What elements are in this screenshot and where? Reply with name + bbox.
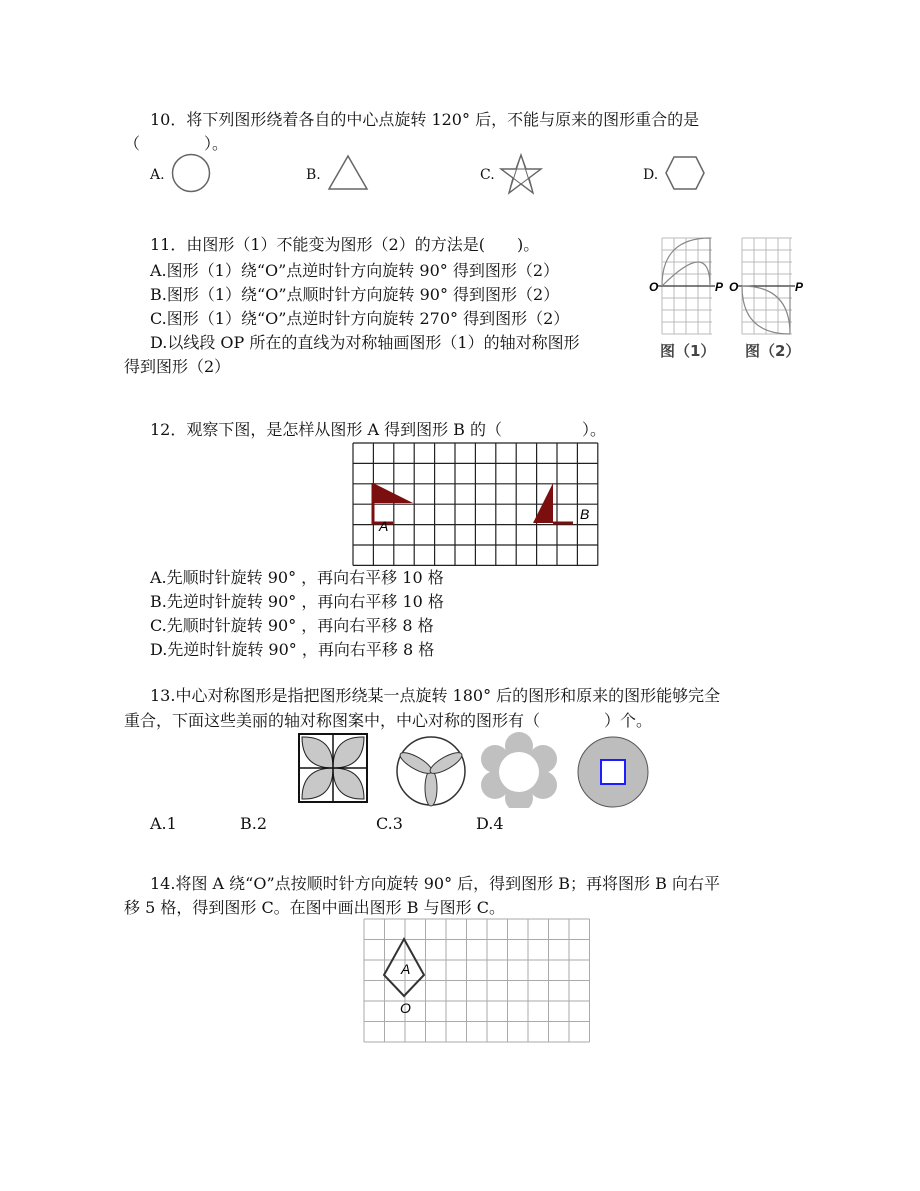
- q11-label-o2: O: [729, 280, 739, 294]
- q11-label-p2: P: [795, 280, 804, 294]
- q13-option-a: A.1: [150, 814, 177, 833]
- hexagon-icon: [664, 155, 706, 191]
- q13-option-b: B.2: [240, 814, 268, 833]
- q10-option-a-label: A.: [150, 167, 165, 183]
- q11-option-b: B.图形（1）绕“O”点顺时针方向旋转 90° 得到图形（2）: [150, 285, 560, 304]
- q13-option-d: D.4: [476, 814, 504, 833]
- q11-figure: [645, 230, 815, 365]
- q14-line2: 移 5 格，得到图形 C。在图中画出图形 B 与图形 C。: [124, 898, 505, 917]
- circle-icon: [170, 152, 212, 194]
- q10-paren: （ ）。: [124, 134, 229, 153]
- q13-line2: 重合，下面这些美丽的轴对称图案中，中心对称的图形有（ ）个。: [124, 711, 653, 730]
- q11-caption-1: 图（1）: [660, 342, 716, 360]
- q12-option-b: B.先逆时针旋转 90° ，再向右平移 10 格: [150, 592, 444, 611]
- q10-option-b-label: B.: [306, 167, 321, 183]
- q11-stem: 11．由图形（1）不能变为图形（2）的方法是( )。: [150, 235, 540, 254]
- q12-option-d: D.先逆时针旋转 90° ，再向右平移 8 格: [150, 640, 435, 659]
- q10-stem: 10．将下列图形绕着各自的中心点旋转 120° 后，不能与原来的图形重合的是: [150, 110, 700, 129]
- q12-label-a: A: [379, 518, 389, 534]
- q14-line1: 14.将图 A 绕“O”点按顺时针方向旋转 90° 后，得到图形 B；再将图形 B 向右平: [150, 874, 720, 893]
- q12-label-b: B: [580, 506, 590, 522]
- q11-option-a: A.图形（1）绕“O”点逆时针方向旋转 90° 得到图形（2）: [150, 261, 560, 280]
- q10-option-d-label: D.: [643, 167, 659, 183]
- q11-caption-2: 图（2）: [745, 342, 801, 360]
- q12-option-a: A.先顺时针旋转 90° ，再向右平移 10 格: [150, 568, 444, 587]
- q12-shape-a: [373, 483, 413, 503]
- q13-patterns: [296, 732, 656, 808]
- q11-label-p1: P: [715, 280, 724, 294]
- star-icon: [499, 152, 543, 196]
- q13-pattern-circle-petals: [397, 737, 465, 806]
- q11-option-d-cont: 得到图形（2）: [124, 357, 231, 376]
- q11-option-d: D.以线段 OP 所在的直线为对称轴画图形（1）的轴对称图形: [150, 333, 580, 352]
- triangle-icon: [326, 153, 370, 193]
- q13-pattern-square-flower: [299, 734, 367, 802]
- q12-grid-figure: [352, 442, 602, 566]
- q13-line1: 13.中心对称图形是指把图形绕某一点旋转 180° 后的图形和原来的图形能够完全: [150, 686, 721, 705]
- q12-grid: [353, 443, 598, 565]
- q14-grid: [364, 919, 590, 1042]
- q12-stem: 12．观察下图，是怎样从图形 A 得到图形 B 的（ ）。: [150, 420, 607, 439]
- q11-option-c: C.图形（1）绕“O”点逆时针方向旋转 270° 得到图形（2）: [150, 309, 570, 328]
- q12-option-c: C.先顺时针旋转 90° ，再向右平移 8 格: [150, 616, 434, 635]
- q14-label-o: O: [400, 1000, 411, 1016]
- q14-label-a: A: [401, 961, 411, 977]
- q13-option-c: C.3: [376, 814, 403, 833]
- q13-pattern-flower: [481, 732, 557, 808]
- q11-label-o1: O: [649, 280, 659, 294]
- q13-pattern-coin: [578, 737, 648, 807]
- q10-option-c-label: C.: [480, 167, 495, 183]
- q14-grid-figure: [362, 917, 594, 1045]
